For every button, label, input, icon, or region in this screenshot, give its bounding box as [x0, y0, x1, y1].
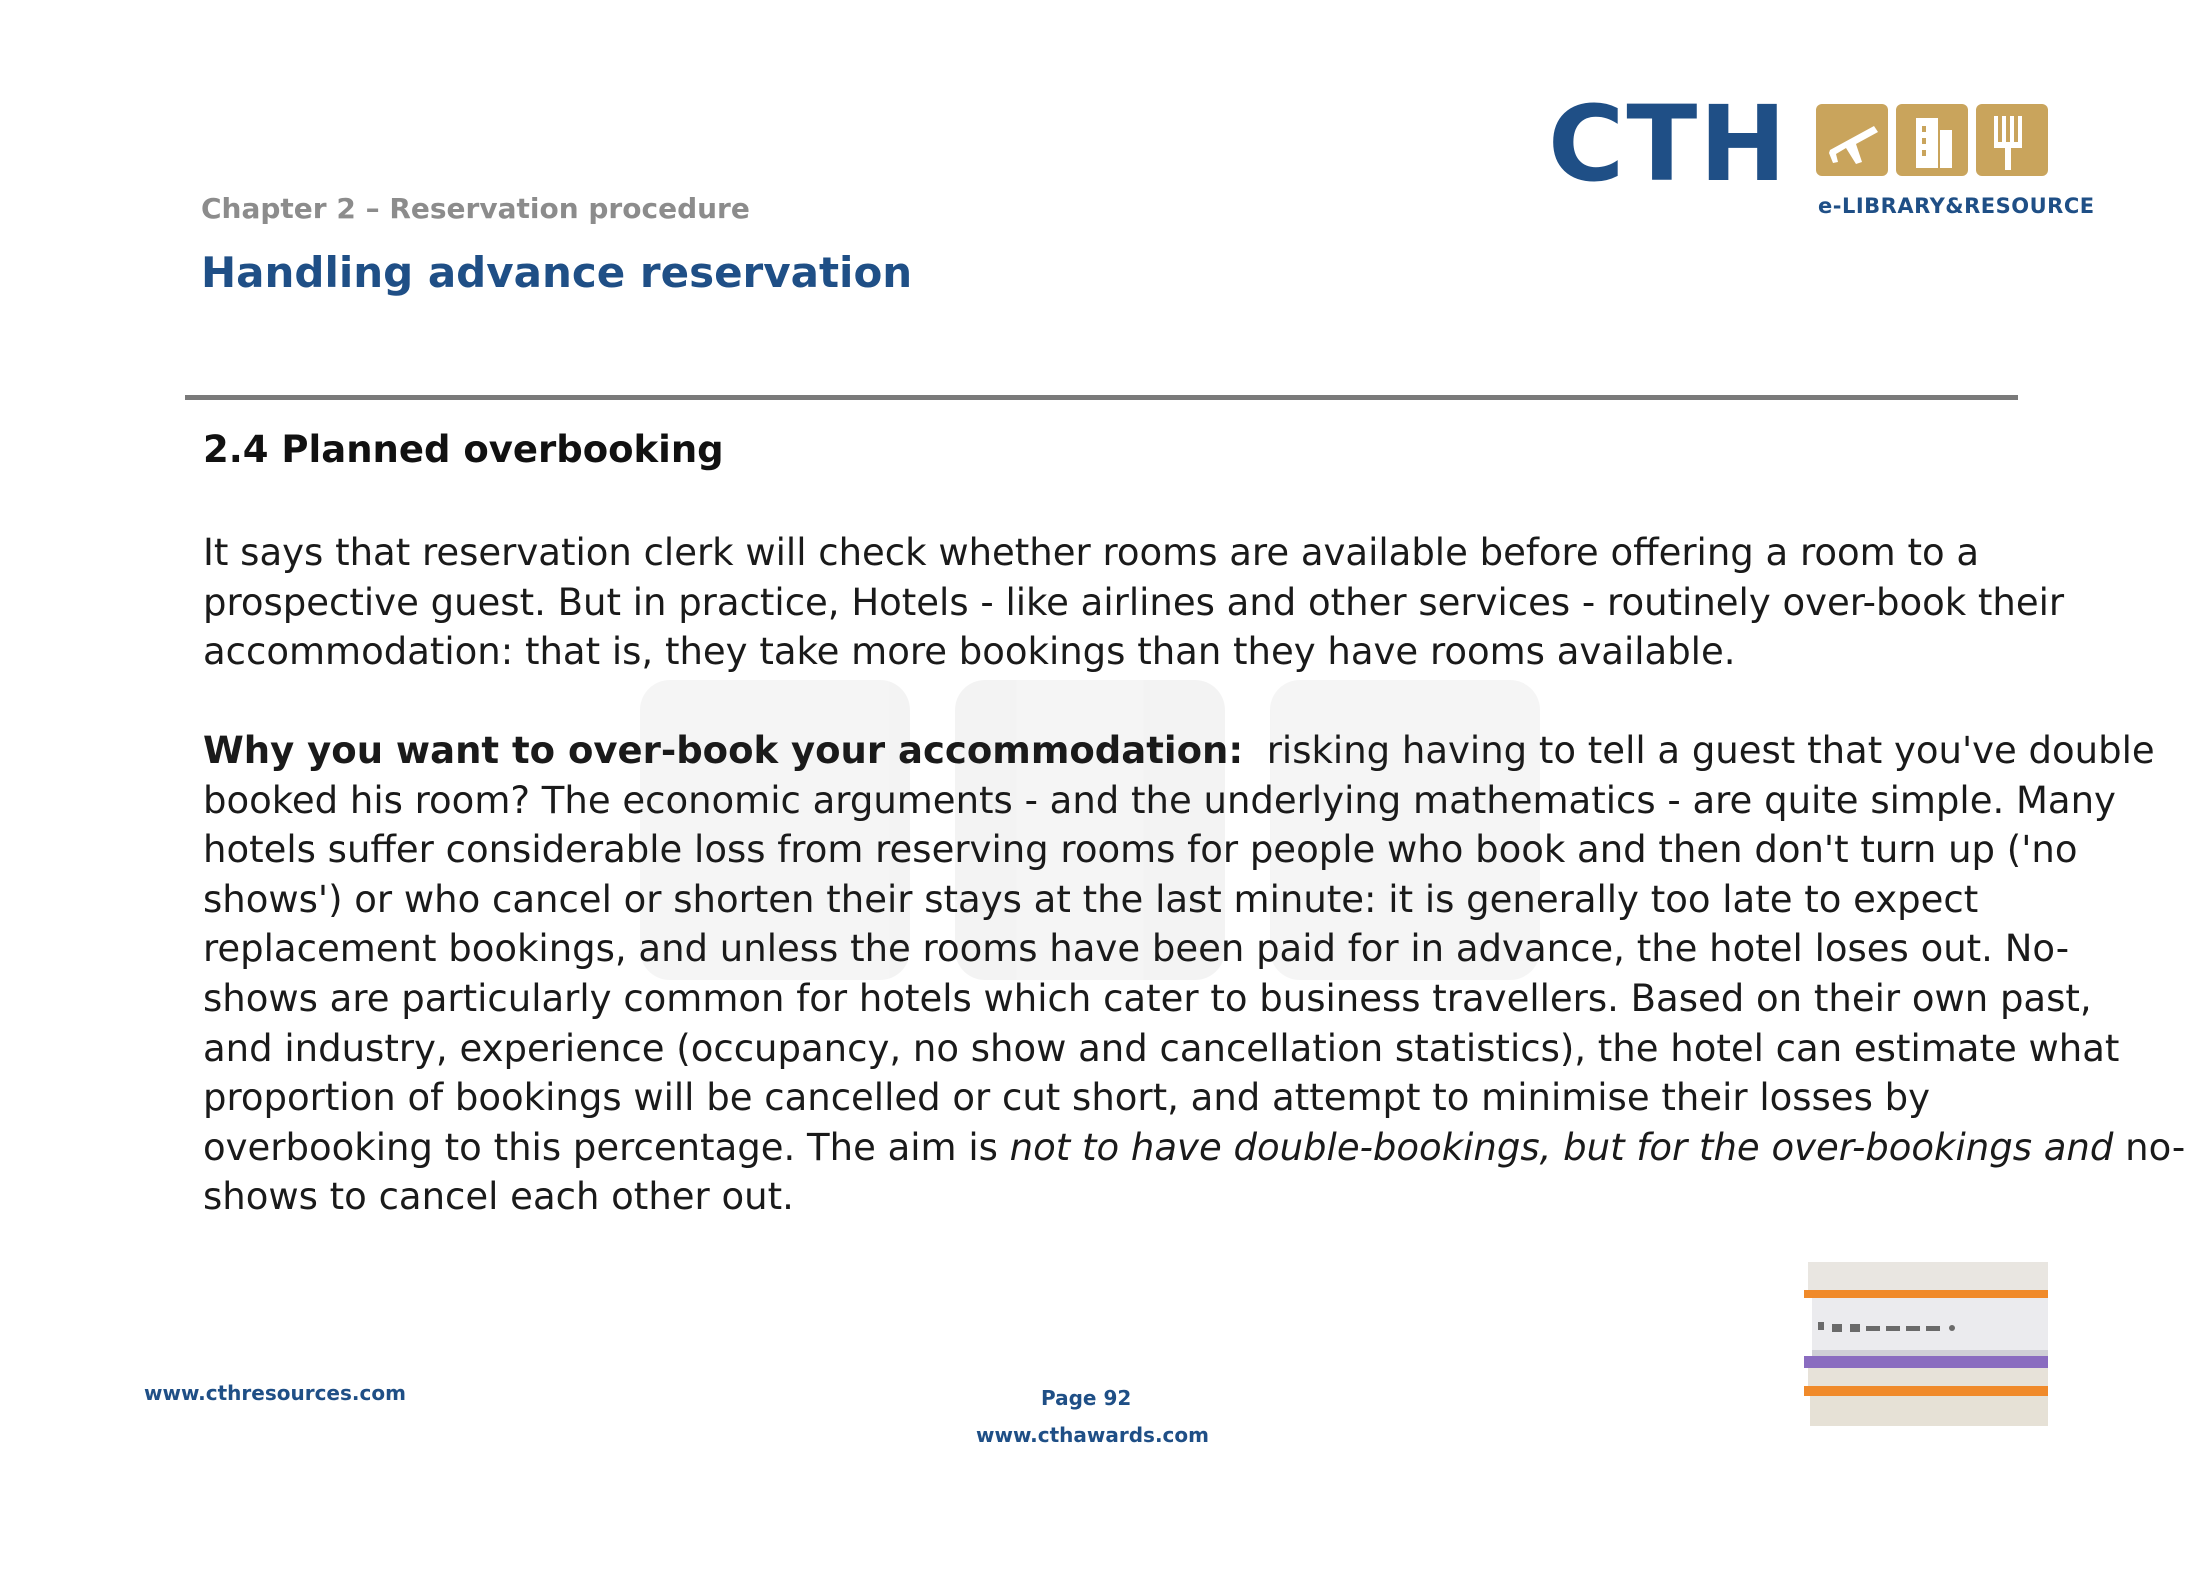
text-line: shows to cancel each other out.	[203, 1175, 794, 1219]
text-line	[203, 1123, 2185, 1173]
header-divider	[185, 395, 2018, 400]
text-line: shows are particularly common for hotels which cater to business travellers. Based on their own past,	[203, 976, 2092, 1020]
text-line	[203, 726, 2155, 776]
fork-icon	[1976, 104, 2048, 176]
books-laptop-image	[1804, 1262, 2048, 1432]
section-heading: 2.4 Planned overbooking	[203, 428, 724, 471]
text-segment: no-	[2125, 1125, 2185, 1169]
text-line: hotels suffer considerable loss from reserving rooms for people who book and then don't turn up ('no	[203, 828, 2078, 872]
chapter-label: Chapter 2 – Reservation procedure	[201, 192, 750, 225]
text-segment: overbooking to this percentage. The aim is	[203, 1125, 998, 1169]
text-line: booked his room? The economic arguments - and the underlying mathematics - are quite simple. Many	[203, 778, 2116, 822]
text-line: and industry, experience (occupancy, no show and cancellation statistics), the hotel can estimate what	[203, 1026, 2120, 1070]
italic-segment: not to have double-bookings, but for the over-bookings and	[1009, 1125, 2114, 1169]
footer-website-left: www.cthresources.com	[144, 1381, 406, 1405]
text-line: accommodation: that is, they take more bookings than they have rooms available.	[203, 630, 1736, 674]
text-line: proportion of bookings will be cancelled or cut short, and attempt to minimise their losses by	[203, 1076, 1930, 1120]
cth-logo	[1548, 83, 2095, 224]
bold-lead: Why you want to over-book your accommodation:	[203, 729, 1244, 772]
logo-tagline: e-LIBRARY&RESOURCE	[1818, 194, 2095, 218]
airplane-icon	[1816, 104, 1888, 176]
logo-wordmark: CTH	[1548, 83, 1789, 205]
text-line: replacement bookings, and unless the rooms have been paid for in advance, the hotel loses out. No-	[203, 927, 2070, 971]
text-segment: risking having to tell a guest that you've double	[1266, 729, 2155, 772]
text-line: prospective guest. But in practice, Hotels - like airlines and other services - routinely over-book their	[203, 580, 2065, 624]
text-line: shows') or who cancel or shorten their stays at the last minute: it is generally too late to expect	[203, 877, 1979, 921]
logo-tiles	[1816, 104, 2048, 184]
text-line: It says that reservation clerk will check whether rooms are available before offering a room to a	[203, 531, 1980, 574]
page-title: Handling advance reservation	[201, 248, 913, 297]
paragraph-intro	[203, 528, 2065, 677]
footer-website-center: www.cthawards.com	[976, 1423, 1209, 1447]
hotel-building-icon	[1896, 104, 1968, 176]
paragraph-overbooking	[203, 726, 2185, 1222]
page-number: Page 92	[1041, 1386, 1132, 1410]
